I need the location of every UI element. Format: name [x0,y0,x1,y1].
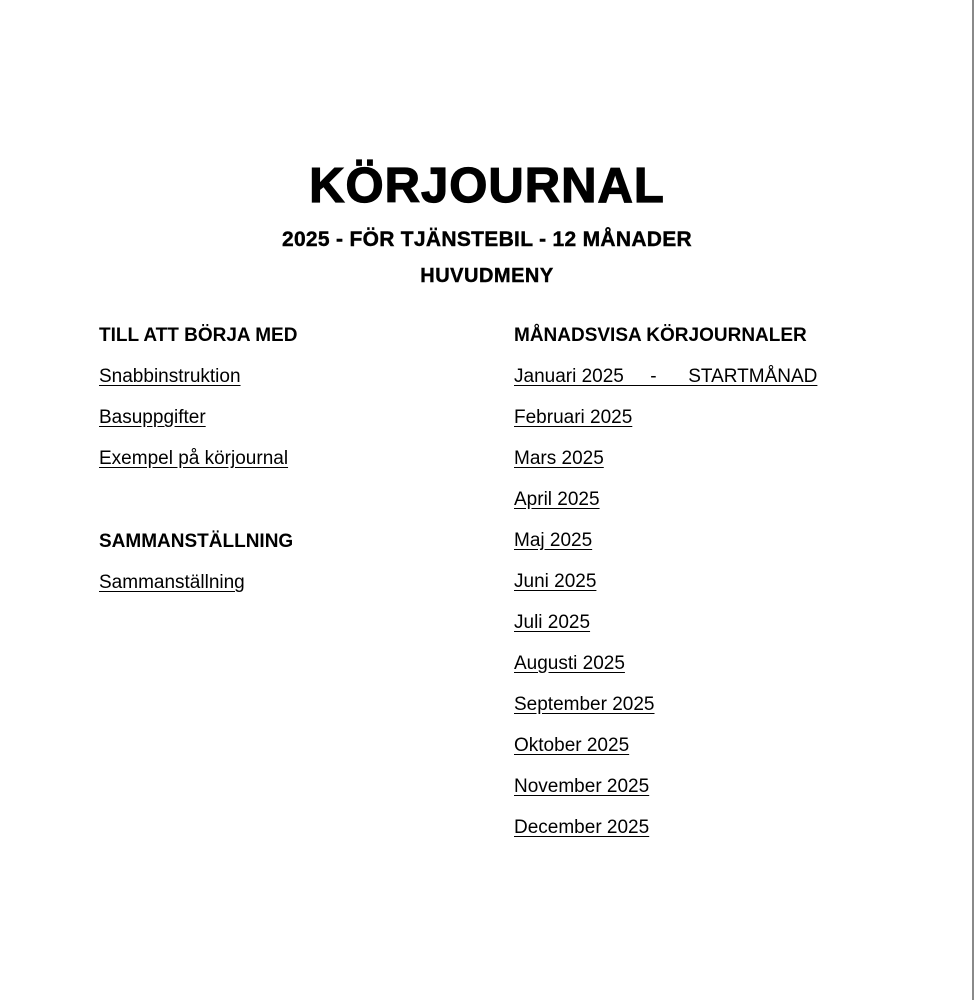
section-heading-summary: SAMMANSTÄLLNING [99,531,294,552]
link-month-juni[interactable]: Juni 2025 [514,571,597,592]
link-month-februari[interactable]: Februari 2025 [514,407,633,428]
link-month-april[interactable]: April 2025 [514,489,600,510]
document-subtitle: 2025 - FÖR TJÄNSTEBIL - 12 MÅNADER [281,228,693,251]
link-month-maj[interactable]: Maj 2025 [514,530,593,551]
link-snabbinstruktion[interactable]: Snabbinstruktion [99,366,241,387]
link-month-mars[interactable]: Mars 2025 [514,448,604,469]
link-basuppgifter[interactable]: Basuppgifter [99,407,206,428]
link-month-augusti[interactable]: Augusti 2025 [514,653,625,674]
link-exempel-korjournal[interactable]: Exempel på körjournal [99,448,289,469]
link-month-september[interactable]: September 2025 [514,694,655,715]
link-month-januari[interactable]: Januari 2025 - STARTMÅNAD [514,366,818,387]
section-heading-getting-started: TILL ATT BÖRJA MED [99,325,298,346]
link-sammanstallning[interactable]: Sammanställning [99,572,245,593]
main-menu-title: HUVUDMENY [420,265,554,287]
link-month-december[interactable]: December 2025 [514,817,650,838]
link-month-november[interactable]: November 2025 [514,776,650,797]
document-title: KÖRJOURNAL [309,159,665,213]
section-heading-monthly-journals: MÅNADSVISA KÖRJOURNALER [514,325,807,346]
link-month-oktober[interactable]: Oktober 2025 [514,735,630,756]
link-month-juli[interactable]: Juli 2025 [514,612,591,633]
